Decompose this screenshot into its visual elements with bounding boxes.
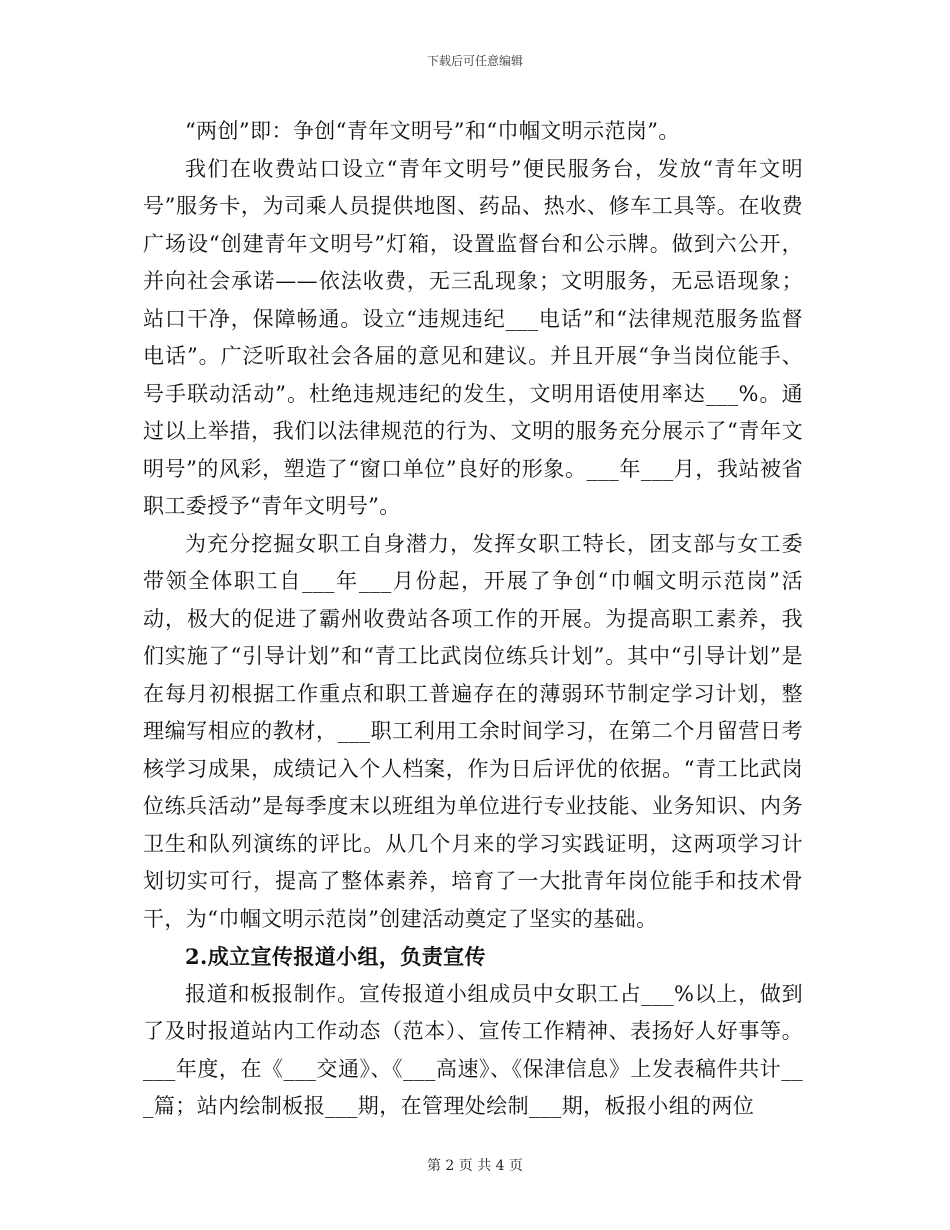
document-body — [143, 113, 803, 1126]
page-number: 第 2 页 共 4 页 — [426, 1158, 524, 1174]
page-header: 下载后可任意编辑 — [426, 54, 523, 68]
paragraph-women-model-post: 为充分挖掘女职工自身潜力，发挥女职工特长，团支部与女工委带领全体职工自___年___月份起，开展了争创“巾帼文明示范岗”活动，极大的促进了霸州收费站各项工作的开展。为提高职工素养，我们实施了“引导计划”和“青工比武岗位练兵计划”。其中“引导计划”是在每月初根据工作重点和职工普遍存在的薄弱环节制定学习计划，整理编写相应的教材，___职工利用工余时间学习，在第二个月留营日考核学习成果，成绩记入个人档案，作为日后评优的依据。“青工比武岗位练兵活动”是每季度末以班组为单位进行专业技能、业务知识、内务卫生和队列演练的评比。从几个月来的学习实践证明，这两项学习计划切实可行，提高了整体素养，培育了一大批青年岗位能手和技术骨干，为“巾帼文明示范岗”创建活动奠定了坚实的基础。 — [143, 531, 803, 931]
section-heading: 2.成立宣传报道小组，负责宣传 — [185, 944, 486, 969]
paragraph-youth-civilization: 我们在收费站口设立“青年文明号”便民服务台，发放“青年文明号”服务卡，为司乘人员提供地图、药品、热水、修车工具等。在收费广场设“创建青年文明号”灯箱，设置监督台和公示牌。做到六公开，并向社会承诺——依法收费，无三乱现象；文明服务，无忌语现象；站口干净，保障畅通。设立“违规违纪___电话”和“法律规范服务监督电话”。广泛听取社会各届的意见和建议。并且开展“争当岗位能手、号手联动活动”。杜绝违规违纪的发生，文明用语使用率达___%。通过以上举措，我们以法律规范的行为、文明的服务充分展示了“青年文明号”的风彩，塑造了“窗口单位”良好的形象。___年___月，我站被省职工委授予“青年文明号”。 — [143, 156, 803, 518]
paragraph-publicity-group: 报道和板报制作。宣传报道小组成员中女职工占___%以上，做到了及时报道站内工作动态（范本）、宣传工作精神、表扬好人好事等。___年度，在《___交通》、《___高速》、《保津信息》上发表稿件共计___篇；站内绘制板报___期，在管理处绘制___期，板报小组的两位 — [143, 981, 803, 1118]
paragraph-two-chuang: “两创”即：争创“青年文明号”和“巾帼文明示范岗”。 — [185, 119, 680, 143]
